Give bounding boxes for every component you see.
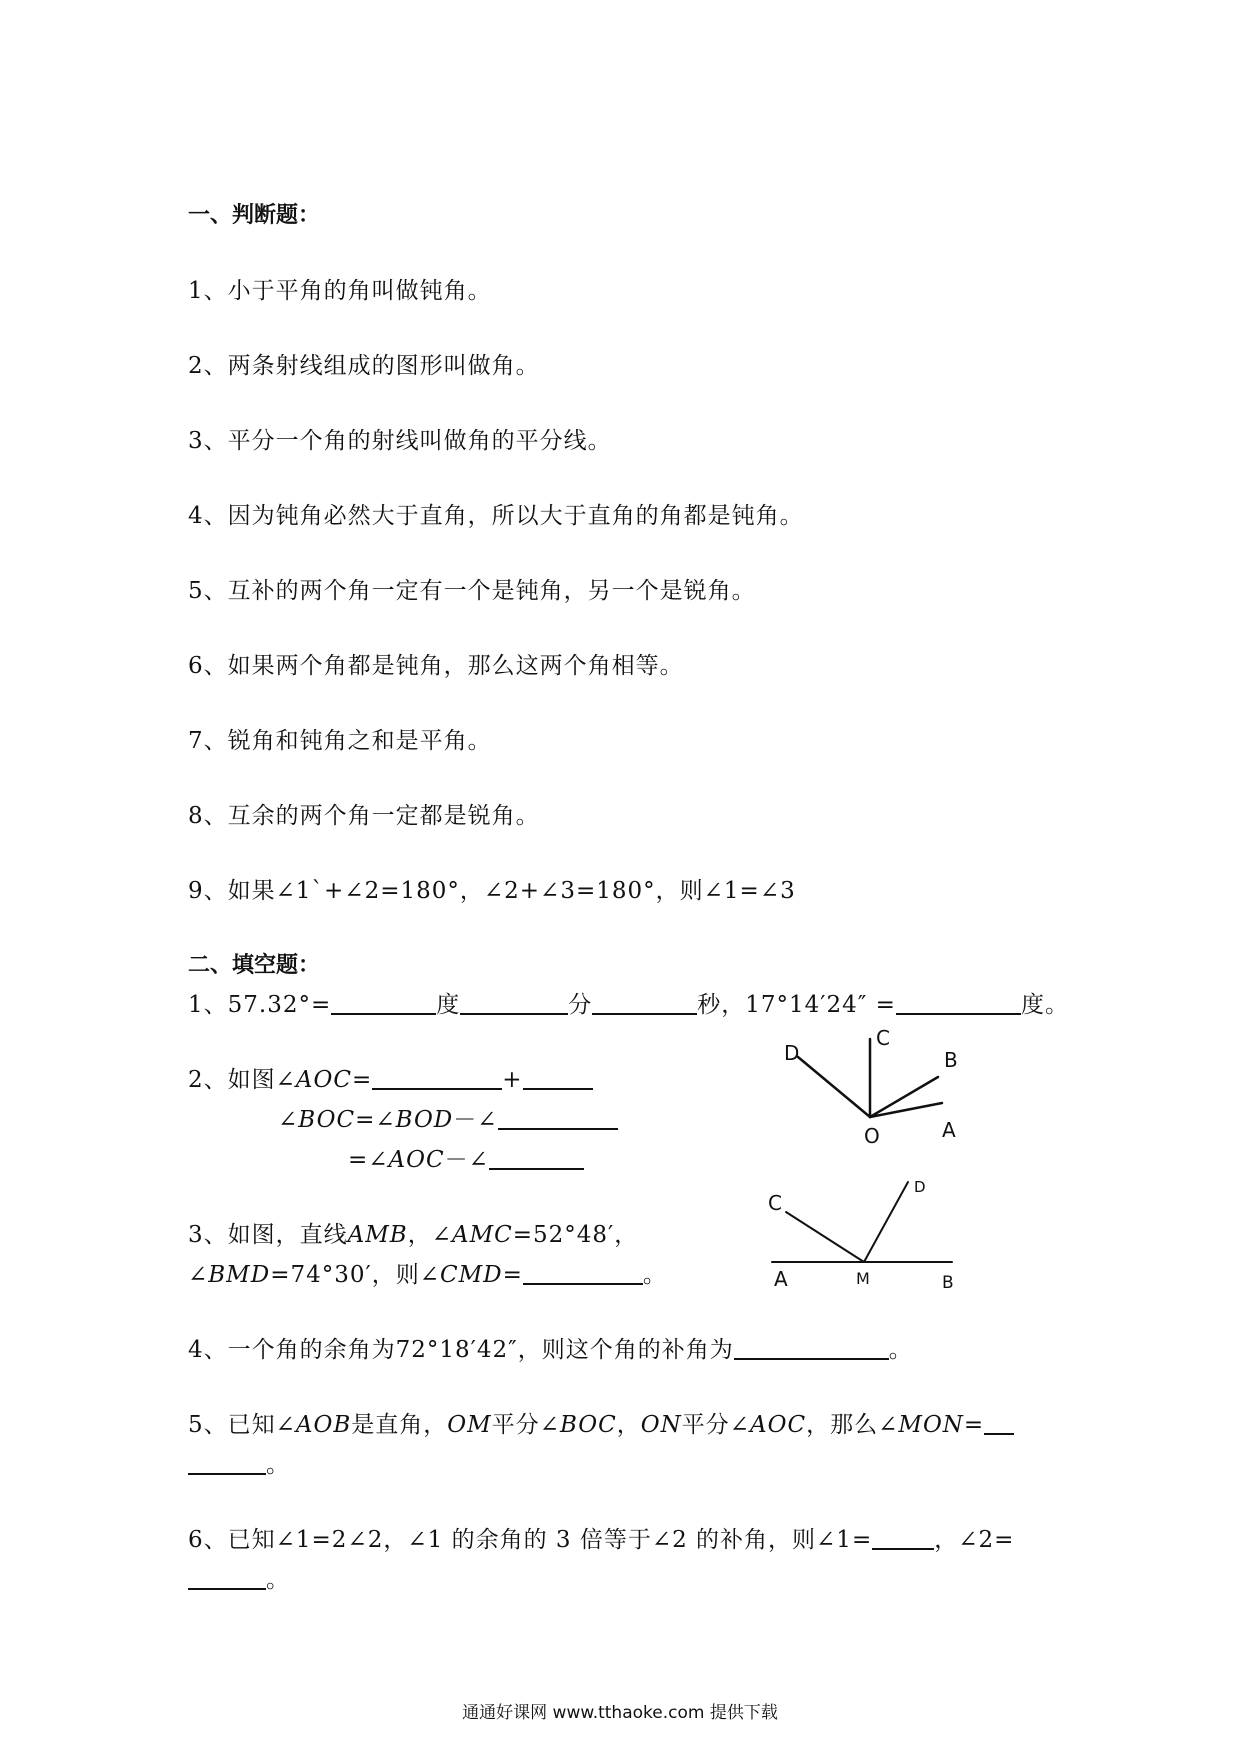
- label-d: D: [914, 1178, 926, 1196]
- answer-blank[interactable]: [372, 1066, 502, 1090]
- question-1-5: 5、互补的两个角一定有一个是钝角，另一个是锐角。: [188, 578, 756, 604]
- question-2-3-line2: ∠BMD=74°30′，则∠CMD= 。: [188, 1262, 667, 1288]
- question-1-2: 2、两条射线组成的图形叫做角。: [188, 353, 540, 379]
- question-1-1: 1、小于平角的角叫做钝角。: [188, 278, 492, 304]
- question-1-6: 6、如果两个角都是钝角，那么这两个角相等。: [188, 653, 684, 679]
- question-2-3-line1: 3、如图，直线AMB，∠AMC=52°48′，: [188, 1222, 639, 1248]
- question-2-4: 4、一个角的余角为72°18′42″，则这个角的补角为 。: [188, 1337, 913, 1363]
- label-d: D: [784, 1041, 800, 1065]
- question-2-2-line2: ∠BOC=∠BOD－∠: [278, 1101, 618, 1134]
- label-c: C: [768, 1191, 782, 1215]
- label-a: A: [774, 1267, 788, 1291]
- question-1-7: 7、锐角和钝角之和是平角。: [188, 728, 492, 754]
- answer-blank[interactable]: [872, 1526, 934, 1550]
- answer-blank[interactable]: [460, 991, 568, 1015]
- answer-blank[interactable]: [498, 1106, 618, 1130]
- question-2-5-cont: 。: [188, 1446, 290, 1479]
- question-2-5: 5、已知∠AOB是直角，OM平分∠BOC，ON平分∠AOC，那么∠MON=: [188, 1406, 1014, 1439]
- question-2-2-line1: 2、如图∠AOC= +: [188, 1061, 593, 1094]
- question-1-8: 8、互余的两个角一定都是锐角。: [188, 803, 540, 829]
- angle-figure-2: [762, 1168, 982, 1293]
- label-a: A: [942, 1118, 956, 1142]
- question-1-4: 4、因为钝角必然大于直角，所以大于直角的角都是钝角。: [188, 503, 804, 529]
- answer-blank[interactable]: [331, 991, 436, 1015]
- label-b: B: [944, 1048, 958, 1072]
- label-c: C: [876, 1026, 890, 1050]
- section1-title: 一、判断题：: [188, 202, 321, 228]
- page-footer: 通通好课网 www.tthaoke.com 提供下载: [462, 1703, 778, 1723]
- answer-blank[interactable]: [188, 1566, 266, 1590]
- answer-blank[interactable]: [896, 991, 1021, 1015]
- answer-blank[interactable]: [489, 1146, 584, 1170]
- answer-blank[interactable]: [188, 1451, 266, 1475]
- question-2-1: 1、57.32°= 度 分 秒，17°14′24″ = 度。: [188, 992, 1069, 1018]
- label-m: M: [856, 1269, 870, 1288]
- question-1-3: 3、平分一个角的射线叫做角的平分线。: [188, 428, 612, 454]
- label-b: B: [942, 1273, 954, 1293]
- question-2-6: 6、已知∠1=2∠2，∠1 的余角的 3 倍等于∠2 的补角，则∠1= ，∠2=: [188, 1527, 1015, 1553]
- label-o: O: [864, 1124, 880, 1148]
- question-2-2-line3: =∠AOC－∠: [348, 1141, 584, 1174]
- answer-blank[interactable]: [984, 1411, 1014, 1435]
- question-1-9: 9、如果∠1`+∠2=180°，∠2+∠3=180°，则∠1=∠3: [188, 878, 796, 904]
- answer-blank[interactable]: [523, 1066, 593, 1090]
- answer-blank[interactable]: [592, 991, 697, 1015]
- answer-blank[interactable]: [523, 1261, 643, 1285]
- answer-blank[interactable]: [734, 1336, 889, 1360]
- angle-figure-1: [780, 1025, 980, 1150]
- question-2-6-cont: 。: [188, 1561, 290, 1594]
- section2-title: 二、填空题：: [188, 952, 321, 978]
